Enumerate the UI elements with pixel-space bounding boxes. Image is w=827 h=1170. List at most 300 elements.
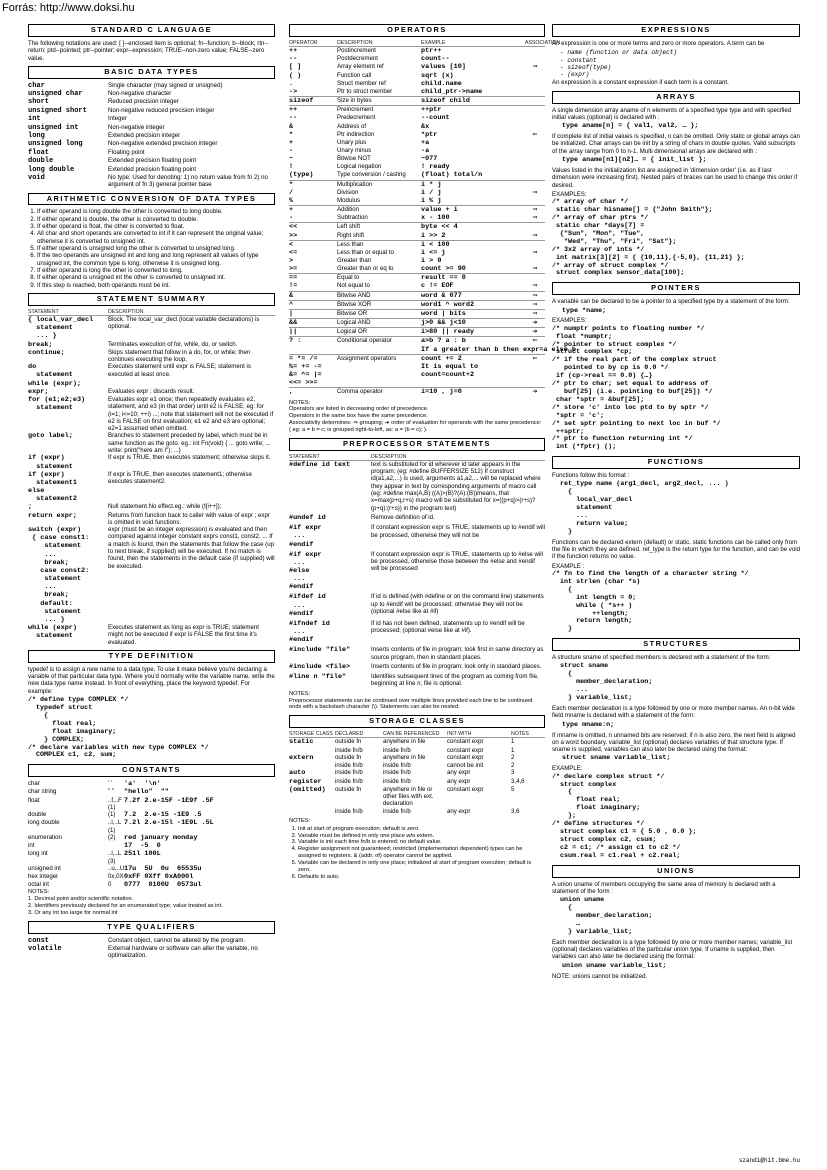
operator-example: i % j [421, 196, 442, 205]
constants-notes [28, 896, 275, 917]
operator-row [289, 106, 545, 114]
operator-assoc: ⇐ [532, 337, 538, 345]
operator-row [289, 328, 545, 337]
statement-row [28, 454, 275, 470]
operator-symbol: , [289, 388, 294, 397]
operator-row [289, 292, 545, 301]
storage-declared: inside fn/b [335, 777, 363, 785]
storage-notes [289, 826, 545, 881]
operator-example: j>0 && j<10 [421, 319, 466, 328]
arrays-examples-label: EXAMPLES: [552, 190, 587, 198]
operator-example: a>b ? a : b [421, 337, 466, 346]
functions-code-2: /* fn to find the length of a character string */ int strlen (char *s) { int length = 0; while ( *s++ ) ++length; return length; } [552, 570, 749, 634]
storage-class: (omitted) [289, 785, 326, 794]
operator-description: Address of [337, 122, 367, 130]
storage-referenced: inside fn/b [383, 746, 411, 754]
operator-example: i <= j [421, 248, 446, 257]
operator-assoc: ➔ [532, 328, 538, 336]
operator-symbol: & [289, 122, 294, 131]
storage-declared: inside fn/b [335, 746, 363, 754]
operator-symbol: (type) [289, 171, 314, 180]
constant-example: 17u 5U 0u 65535u [124, 864, 202, 873]
qualifier-row [28, 945, 275, 960]
constant-type: float [28, 796, 40, 804]
preproc-row [289, 673, 545, 688]
storage-header [289, 731, 545, 738]
structures-code-2: /* declare complex struct */ struct complex { float real; float imaginary; }; /* define structures */ struct complex c1 = { 5.0 , 0.0 }; struct complex c2, csum; c2 = c1; /* assign c1 to c2 */ csum.real = c1.real + c2.real; [552, 772, 697, 860]
operator-description: Bitwise AND [337, 291, 371, 299]
expression-term: - constant [560, 56, 597, 64]
operator-row [289, 223, 545, 231]
operator-symbol: * [289, 130, 294, 139]
operator-note: ( eg: a = b = c; is grouped right-to-left, as: a = (b = c); ). [289, 426, 428, 433]
operator-symbol: && [289, 319, 298, 328]
arith-rule: 8. If either operand is unsigned int the other is converted to unsigned int. [37, 274, 275, 281]
storage-table [289, 731, 545, 815]
operator-example: If a greater than b then expr=a else b [421, 345, 576, 354]
constant-example: red january monday [124, 833, 198, 842]
statement-description: Executes statement until expr is FALSE; statement is executed at least once. [108, 363, 251, 378]
operator-description: Not equal to [337, 282, 370, 290]
arrays-decl-2: type aname[n1][n2]… = { init_list }; [562, 156, 707, 165]
storage-note: 6. Defaults to auto. [298, 874, 545, 881]
statement-description: If expr is TRUE, then executes statement1; otherwise executes statement2. [108, 470, 252, 486]
preproc-keyword: #if expr ... #endif [289, 524, 322, 549]
operator-assoc: ⇒ [532, 206, 538, 214]
preproc-description: text is substituted for id wherever id later appears in the program; (eg: #define BUFFERSIZE 512) If construct id(a1,a2,...) is used, arguments a1,a2,... will be replaced where they appear in text by corresponding arguments of macro call (eg: #define max(A,B) ((A)>(B)?(A):(B))means, that x=max(p+q,r+s) macro will be substituted for x=((p+q)>(r+s)?(p+q):(r+s)) in the program text) [371, 460, 541, 512]
storage-note: 3. Variable is init each time fn/b is entered; no default value. [298, 839, 545, 846]
storage-referenced: anywhere in file or other files with ext. declaration [383, 785, 434, 808]
preproc-description: Identifies subsequent lines of the program as coming from file, beginning at line n; file is optional. [371, 673, 539, 688]
operator-row [289, 265, 545, 274]
pointers-decl: type *name; [562, 306, 607, 315]
operator-description: Type conversion / casting [337, 171, 406, 179]
section-title-preprocessor: PREPROCESSOR STATEMENTS [289, 438, 545, 451]
storage-class: register [289, 777, 322, 786]
pointers-p1: A variable can be declared to be a pointer to a specified type by a statement of the form: [552, 298, 790, 306]
operator-assoc: ⇒ [532, 309, 538, 317]
arrays-code: /* array of char */ static char hisname[] = {"John Smith"}; /* array of char ptrs */ static char *days[7] = {"Sun", "Mon", "Tue", "Wed", "Thu", "Fri", "Sat"}; /* 3x2 array of ints */ int matrix[3][2] = { {10,11},{-5,0}, {11,21} }; /* array of struct complex */ struct complex sensor_data[100]; [552, 198, 745, 278]
structures-code-1: struct sname { member_declaration; ... } variable_list; [560, 662, 653, 703]
constant-type: char [28, 780, 40, 788]
operator-symbol: [ ] [289, 63, 302, 72]
storage-init: any expr [447, 777, 471, 785]
operator-description: Logical AND [337, 319, 371, 327]
operator-symbol: * [289, 180, 294, 189]
constant-suffix: ' ' [108, 780, 113, 788]
operator-symbol: ( ) [289, 71, 302, 80]
storage-row [289, 786, 545, 808]
operators-col-3: ASSOCIATION [525, 39, 561, 46]
storage-notes-ref: 3,6 [511, 807, 520, 815]
operator-row [289, 249, 545, 257]
preproc-keyword: #ifdef id ... #endif [289, 593, 326, 618]
basic-type-keyword: long double [28, 165, 75, 174]
operator-example: value + i [421, 206, 458, 215]
storage-notes-ref: 5 [511, 785, 515, 793]
structures-decl: struct sname variable_list; [562, 754, 671, 763]
section-title-standard: STANDARD C LANGUAGE [28, 24, 275, 37]
statement-description: Evaluates expr ; discards result. [108, 387, 195, 395]
operator-assoc: ⇒ [532, 282, 538, 290]
operator-description: Bitwise OR [337, 309, 368, 317]
constant-row [28, 881, 275, 889]
storage-init: any expr [447, 769, 471, 777]
operator-row [289, 147, 545, 155]
storage-class: extern [289, 753, 314, 762]
operator-description: Less than [337, 240, 364, 248]
operator-description: Equal to [337, 274, 360, 282]
statement-row [28, 388, 275, 396]
operator-example: -a [421, 146, 430, 155]
operator-symbol: ~ [289, 155, 294, 164]
constant-type: long double [28, 819, 60, 827]
operator-description: Greater than or eq to [337, 265, 394, 273]
operator-example: (float) total/n [421, 171, 483, 180]
typedef-code: /* define type COMPLEX */ typedef struct { float real; float imaginary; } COMPLEX; /* declare variables with new type COMPLEX */ COMPLEX c1, c2, sum; [28, 696, 209, 760]
basic-type-row [28, 115, 275, 123]
operator-description: Assignment operators [337, 354, 397, 362]
operator-description: Bitwise NOT [337, 155, 371, 163]
operator-example: child_ptr->name [421, 87, 483, 96]
basic-type-description: Extended precision floating point [108, 157, 197, 165]
statement-row [28, 503, 275, 511]
operator-example: ~077 [421, 155, 438, 164]
expression-term: - (expr) [560, 71, 590, 79]
basic-type-row [28, 132, 275, 140]
statement-table-header [28, 309, 275, 316]
notation-intro: The following notations are used: [ ]--enclosed item is optional; fn--function; b--block; rtn--return; ptd--pointed; ptr--pointer; expr--expression; TRUE--non-zero value; FALSE--zero value. [28, 39, 269, 62]
operator-example: i > 0 [421, 257, 442, 266]
storage-note: 2. Variable must be defined in only one place w/o extern. [298, 833, 545, 840]
statement-row [28, 624, 275, 646]
operator-symbol: / [289, 188, 294, 197]
operator-row [289, 181, 545, 189]
statement-description: Terminates execution of for, while, do, or switch. [108, 340, 238, 348]
preproc-keyword: #line n "file" [289, 673, 347, 682]
operator-symbol: - [289, 146, 294, 155]
unions-p1: A union uname of members occupying the same area of memory is declared with a statement of the form : [552, 880, 776, 895]
operator-assoc: ⇒ [532, 291, 538, 299]
operator-description: Postdecrement [337, 55, 378, 63]
operator-symbol: ++ [289, 47, 298, 56]
operator-description: Less than or equal to [337, 248, 394, 256]
operator-example: +a [421, 138, 430, 147]
constant-type: octal int [28, 881, 50, 889]
section-title-storage: STORAGE CLASSES [289, 715, 545, 728]
operator-row [289, 232, 545, 241]
operator-example: word1 ^ word2 [421, 300, 475, 309]
arith-rule: 2. If either operand is double, the other is converted to double. [37, 216, 275, 223]
preproc-notes-title: NOTES: [289, 690, 311, 697]
basic-type-row [28, 157, 275, 165]
column-right [552, 20, 800, 982]
section-title-typedef: TYPE DEFINITION [28, 650, 275, 663]
arith-conversion-list [28, 208, 275, 288]
qualifier-keyword: volatile [28, 944, 62, 953]
constant-type: long int [28, 850, 48, 858]
basic-types-table [28, 82, 275, 189]
storage-referenced: inside fn/b [383, 769, 411, 777]
storage-notes-ref: 1 [511, 746, 515, 754]
preproc-row [289, 620, 545, 644]
operator-row [289, 88, 545, 97]
statement-row [28, 316, 275, 340]
operator-row [289, 197, 545, 206]
constant-note: 3. Or any int too large for normal int [28, 909, 118, 916]
operator-row [289, 97, 545, 106]
storage-init: constant expr [447, 753, 484, 761]
operator-row [289, 55, 545, 63]
constant-suffix: " " [108, 788, 115, 796]
statement-keyword: while (expr) statement [28, 624, 77, 641]
constant-row [28, 873, 275, 881]
statement-row [28, 512, 275, 527]
basic-type-keyword: double [28, 157, 54, 166]
basic-type-keyword: unsigned short [28, 106, 87, 115]
storage-row [289, 762, 545, 769]
operator-row [289, 310, 545, 319]
operator-note: Operators in the same box have the same precedence. [289, 413, 428, 420]
operator-example: byte << 4 [421, 223, 458, 232]
unions-code: union uname { member_declaration; … } variable_list; [560, 896, 653, 936]
constant-type: int [28, 842, 35, 850]
operator-note: Operators are listed in decreasing order of precedence. [289, 406, 429, 413]
storage-declared: outside fn [335, 753, 362, 761]
operator-description: Logical OR [337, 328, 368, 336]
preproc-row [289, 646, 545, 661]
operator-description: Size in bytes [337, 97, 372, 105]
operator-description: Logical negation [337, 163, 382, 171]
arrays-p1: A single dimension array aname of n elements of a specified type type and with specified initial values (optional) is declared with : [552, 106, 792, 121]
operator-symbol: ? : [289, 337, 302, 346]
constant-type: double [28, 811, 47, 819]
preprocessor-table [289, 454, 545, 688]
statement-row [28, 396, 275, 433]
expressions-outro: An expression is a constant expression if each term is a constant. [552, 79, 729, 87]
storage-note: 5. Variable can be declared in only one place; initialized at start of program execution; default is zero. [298, 860, 545, 874]
operator-assoc: ⇒ [532, 63, 538, 71]
expression-term: - sizeof(type) [560, 63, 612, 71]
storage-notes-ref: 3 [511, 769, 515, 777]
statement-keyword: goto label; [28, 432, 73, 441]
basic-type-description: Integer [108, 115, 127, 123]
column-left [28, 20, 275, 960]
qualifier-description: External hardware or software can alter the variable, no optimalization. [108, 944, 258, 960]
storage-declared: inside fn/b [335, 769, 363, 777]
arrays-p2: If complete list of initial values is specified, n can be omitted. Only static or global arrays can be initialized. Char arrays can be init by a string of chars in double quotes. Valid subscripts of the array range from 0 to n-1. Multi dimensional arrays are declared with : [552, 133, 800, 155]
basic-type-description: Non-negative reduced precision integer [108, 106, 215, 114]
expression-terms [552, 49, 800, 78]
basic-type-row [28, 124, 275, 132]
operator-description: Unary minus [337, 146, 372, 154]
arrays-decl-1: type aname[n] = { val1, val2, … }; [562, 122, 699, 131]
operators-col-2: EXAMPLE [421, 39, 446, 46]
basic-type-description: No type; Used for denoting: 1) no return value from fn 2) no argument of fn 3) general pointer base [108, 173, 268, 189]
operator-example: count += 2 It is equal to count=count+2 [421, 354, 479, 380]
basic-type-description: Non-negative extended precision integer [108, 140, 218, 148]
operator-row [289, 257, 545, 265]
operator-row [289, 189, 545, 197]
preproc-description: Remove definition of id. [371, 514, 435, 522]
operator-assoc: ⇒ [532, 214, 538, 222]
operator-description: Preincrement [337, 106, 374, 114]
basic-type-keyword: short [28, 98, 50, 107]
statement-keyword: continue; [28, 348, 65, 357]
statement-row [28, 526, 275, 624]
basic-type-keyword: float [28, 148, 50, 157]
statement-description: Block. The local_var_decl (local variable declarations) is optional. [108, 316, 260, 331]
operator-symbol: sizeof [289, 97, 314, 106]
statement-keyword: if (expr) statement1 else statement2 [28, 470, 77, 504]
operator-description: Conditional operator [337, 337, 392, 345]
operator-symbol: + [289, 138, 294, 147]
preproc-row [289, 514, 545, 522]
storage-init: constant expr [447, 738, 484, 746]
operator-symbol: <= [289, 248, 298, 257]
storage-col-1: DECLARED [335, 731, 364, 738]
storage-note: 4. Register assignment not guaranteed; restricted (implementation dependent) types can be assigned to registers. & (addr. of) operator cannot be applied. [298, 846, 545, 860]
section-title-functions: FUNCTIONS [552, 456, 800, 469]
operator-symbol: % [289, 196, 294, 205]
arrays-p3: Values listed in the initialization list are assigned in 'dimension order' (i.e. as if last dimension were increasing first). Nested pairs of braces can be used to change this order if desired. [552, 167, 798, 189]
qualifier-keyword: const [28, 936, 50, 945]
preproc-row [289, 551, 545, 592]
operator-row [289, 72, 545, 80]
statement-keyword: switch (expr) { case const1: statement ... break; case const2: statement ... break; default: statement ... } [28, 526, 90, 624]
preproc-row [289, 663, 545, 671]
operator-description: Predecrement [337, 114, 376, 122]
basic-type-keyword: unsigned char [28, 90, 83, 99]
storage-col-0: STORAGE CLASS [289, 731, 333, 738]
operator-example: i >> 2 [421, 231, 446, 240]
author-email: szandi@hit.bme.hu [738, 1156, 800, 1164]
storage-notes-ref: 3,4,6 [511, 777, 525, 785]
operator-symbol: ++ [289, 106, 298, 115]
basic-type-keyword: int [28, 115, 41, 124]
preproc-keyword: #include <file> [289, 663, 351, 671]
operator-description: Modulus [337, 196, 361, 204]
operator-assoc: ➔ [532, 319, 538, 327]
storage-referenced: inside fn/b [383, 807, 411, 815]
basic-type-description: Floating point [108, 148, 145, 156]
operator-row [289, 123, 545, 131]
section-title-unions: UNIONS [552, 865, 800, 878]
statement-description: Branches to statement preceded by label, which must be in same function as the goto. eg.: int Fn(void) { ... goto write; ... write: print("here am I"); ...} [108, 432, 271, 455]
basic-type-row [28, 149, 275, 157]
operator-assoc: ⇒ [532, 265, 538, 273]
operator-symbol: << [289, 223, 298, 232]
operator-example: count-- [421, 55, 450, 64]
preproc-keyword: #undef id [289, 514, 326, 523]
operator-row [289, 131, 545, 139]
section-title-expressions: EXPRESSIONS [552, 24, 800, 37]
statement-keyword: if (expr) statement [28, 454, 73, 471]
storage-referenced: anywhere in file [383, 753, 426, 761]
operator-symbol: + [289, 206, 294, 215]
constant-example: 7.2f 2.e-15F -1E9f .5F [124, 796, 214, 805]
constant-row [28, 842, 275, 850]
storage-notes-title: NOTES: [289, 817, 311, 824]
storage-class: auto [289, 769, 306, 778]
operator-symbol: != [289, 282, 298, 291]
section-title-pointers: POINTERS [552, 282, 800, 295]
statement-description: Null statement.No effect.eg.: while (t[i++]); [108, 503, 222, 511]
statement-description: Executes statement as long as expr is TRUE; statement might not be executed if expr is FALSE the first time it's evaluated. [108, 624, 259, 646]
storage-row [289, 754, 545, 762]
source-watermark[interactable]: Forrás: http://www.doksi.hu [2, 2, 135, 14]
basic-type-description: Non-negative character [108, 90, 172, 98]
operator-symbol: - [289, 214, 294, 223]
operator-example: sizeof child [421, 97, 470, 106]
statement-description: If expr is TRUE, then executes statement; otherwise skips it. [108, 454, 271, 462]
constant-example: 0xFF 0Xff 0xA000l [124, 873, 194, 881]
operator-example: i>80 || ready [421, 328, 475, 337]
preproc-row [289, 461, 545, 512]
operator-description: Unary plus [337, 138, 367, 146]
unions-p2: Each member declaration is a type followed by one or more member names; variable_list (optional) declares variables of the particular union type. If uname is supplied, then variables can also later be declared using the format: [552, 938, 793, 961]
preproc-keyword: #ifndef id ... #endif [289, 619, 330, 645]
statement-keyword: ; [28, 503, 33, 512]
operator-description: Struct member ref [337, 79, 386, 87]
stmt-col-statement: STATEMENT [28, 308, 59, 315]
constant-type: hex integer [28, 873, 59, 880]
operator-row [289, 282, 545, 291]
constant-example: "hello" "" [124, 788, 169, 797]
statement-keyword: return expr; [28, 511, 77, 520]
operator-symbol: -- [289, 114, 298, 123]
operator-symbol: -> [289, 87, 298, 96]
statement-description: Returns from function back to caller with value of expr ; expr is omitted in void functions. [108, 511, 270, 526]
statement-keyword: break; [28, 340, 53, 349]
operators-header [289, 39, 561, 47]
preproc-row [289, 524, 545, 548]
storage-declared: outside fn [335, 785, 362, 793]
qualifiers-table [28, 937, 275, 960]
basic-type-row [28, 98, 275, 106]
statement-table [28, 316, 275, 646]
constant-row [28, 797, 275, 812]
operators-col-1: DESCRIPTION [337, 39, 373, 46]
unions-decl: union uname variable_list; [562, 961, 667, 970]
storage-class: static [289, 738, 314, 747]
pointers-code: /* numptr points to floating number */ float *numptr; /* pointer to struct complex */ struct complex *cp; /* if the real part of the complex struct pointed to by cp is 0.0 */ if (cp->real == 0.0) {…} /* ptr to char; set equal to address of buf[25] (i.e. pointing to buf[25]) */ char *sptr = &buf[25]; /* store 'c' into loc ptd to by sptr */ *sptr = 'c'; /* set sptr pointing to next loc in buf */ ++sptr; /* ptr to function returning int */ int (*fptr) (); [552, 324, 721, 452]
unions-note: NOTE: unions cannot be initialized. [552, 972, 648, 980]
preproc-keyword: #define id text [289, 460, 351, 469]
functions-code-1: ret_type name (arg1_decl, arg2_decl, ... ) { local_var_decl statement ... return value; } [560, 480, 729, 536]
operator-example: &x [421, 122, 430, 131]
operator-description: Function call [337, 71, 372, 79]
storage-declared: inside fn/b [335, 807, 363, 815]
operator-assoc: ⇒ [532, 248, 538, 256]
storage-row [289, 738, 545, 746]
functions-p2: Functions can be declared extern (default) or static. static functions can be called only from the file in which they are defined. ret_type is the return type for the function, and can be void if the function returns no value. [552, 538, 800, 561]
section-title-arrays: ARRAYS [552, 91, 800, 104]
basic-type-row [28, 140, 275, 148]
basic-type-row [28, 174, 275, 189]
qualifier-description: Constant object, cannot be altered by the program. [108, 936, 246, 944]
preproc-description: Inserts contents of file in program; look first in same directory as source program, then in standard places. [371, 646, 544, 661]
constant-suffix: 0 [108, 881, 112, 889]
arith-rule: 7. If either operand is long the other is converted to long. [37, 267, 275, 274]
operator-description: Postincrement [337, 47, 376, 55]
operator-description: Left shift [337, 223, 361, 231]
basic-type-keyword: unsigned long [28, 140, 83, 149]
expressions-intro: An expression is one or more terms and zero or more operators. A term can be [552, 39, 765, 47]
operator-row [289, 114, 545, 122]
preproc-col-description: DESCRIPTION [371, 453, 407, 460]
operator-example: ptr++ [421, 47, 442, 56]
